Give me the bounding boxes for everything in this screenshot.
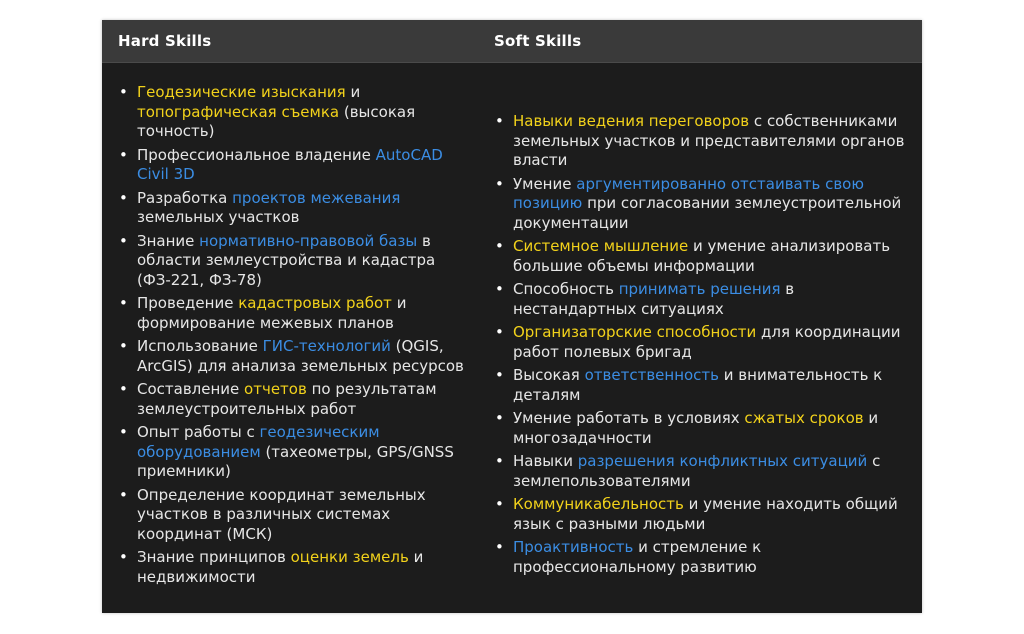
text: и умение анализировать большие объемы информации — [513, 237, 891, 275]
text: и — [345, 83, 361, 101]
hard-skill-item — [137, 189, 474, 228]
hard-skill-item — [137, 294, 474, 333]
highlight: Проактивность — [513, 538, 634, 556]
hard-skill-item — [137, 337, 474, 376]
highlight: кадастровых работ — [238, 294, 392, 312]
text: Опыт работы с — [137, 423, 260, 441]
soft-skill-item — [513, 538, 918, 577]
text: с землепользователями — [513, 452, 881, 490]
text: по результатам землеустроительных работ — [137, 380, 437, 418]
highlight: топографическая съемка — [137, 102, 340, 121]
highlight: ГИС-технологий — [262, 337, 391, 355]
highlight: Навыки ведения переговоров — [513, 112, 750, 130]
soft-skill-item — [513, 452, 918, 491]
hard-skill-item — [137, 486, 474, 545]
text: Знание принципов — [137, 548, 291, 566]
text: Использование — [137, 337, 263, 355]
soft-skill-item — [513, 237, 918, 276]
highlight: проектов межевания — [232, 188, 401, 207]
text: Высокая — [513, 366, 585, 384]
text: Навыки — [513, 452, 578, 470]
highlight: Системное мышление — [513, 237, 689, 255]
text: (тахеометры, GPS/GNSS приемники) — [137, 442, 454, 480]
highlight: AutoCAD Civil 3D — [137, 145, 443, 183]
highlight: сжатых сроков — [744, 409, 864, 427]
highlight: отчетов — [244, 380, 307, 398]
soft-skill-item — [513, 112, 918, 171]
highlight: нормативно-правовой базы — [199, 231, 418, 250]
hard-skill-item — [137, 423, 474, 482]
highlight: аргументированно отстаивать свою позицию — [513, 174, 864, 212]
text: и внимательность к деталям — [513, 366, 883, 404]
text: при согласовании землеустроительной документации — [513, 194, 902, 232]
soft-skill-item — [513, 323, 918, 362]
text: Проведение — [137, 294, 239, 312]
highlight: Коммуникабельность — [513, 495, 684, 513]
hard-skill-item — [137, 548, 474, 587]
highlight: разрешения конфликтных ситуаций — [577, 452, 868, 470]
text: Составление — [137, 380, 245, 398]
hard-skill-item — [137, 146, 474, 185]
soft-skill-item — [513, 495, 918, 534]
highlight: Геодезические изыскания — [137, 83, 346, 101]
text: Умение — [513, 174, 577, 193]
text: с собственниками земельных участков и представителями органов власти — [513, 112, 905, 169]
text: Разработка — [137, 188, 233, 207]
soft-skill-item — [513, 366, 918, 405]
highlight: принимать решения — [618, 280, 781, 298]
soft-skill-item — [513, 280, 918, 319]
text: и стремление к профессиональному развитию — [513, 538, 762, 576]
soft-skills-title: Soft Skills — [494, 32, 582, 50]
text: для координации работ полевых бригад — [513, 323, 901, 361]
highlight: ответственность — [584, 366, 720, 384]
soft-skill-item — [513, 409, 918, 448]
text: и многозадачности — [513, 409, 879, 447]
skills-table — [102, 20, 922, 613]
table-header — [102, 20, 922, 63]
soft-skills-column — [478, 112, 918, 581]
text: и формирование межевых планов — [137, 294, 407, 332]
text: и умение находить общий язык с разными людьми — [513, 495, 898, 533]
text: (высокая точность) — [137, 102, 416, 140]
text: (QGIS, ArcGIS) для анализа земельных ресурсов — [137, 337, 464, 375]
text: земельных участков — [137, 208, 300, 226]
soft-skill-item — [513, 175, 918, 234]
text: Профессиональное владение — [137, 145, 376, 164]
hard-skills-list — [102, 83, 474, 587]
text: и недвижимости — [137, 548, 424, 586]
soft-skills-list — [478, 112, 918, 577]
text: в нестандартных ситуациях — [513, 280, 795, 318]
hard-skill-item — [137, 232, 474, 291]
hard-skill-item — [137, 380, 474, 419]
hard-skills-column — [102, 83, 474, 591]
hard-skill-item — [137, 83, 474, 142]
text: Определение координат земельных участков в различных системах координат (МСК) — [137, 485, 426, 543]
highlight: геодезическим оборудованием — [137, 423, 380, 461]
text: в области землеустройства и кадастра (ФЗ-221, ФЗ-78) — [137, 231, 436, 289]
text: Умение работать в условиях — [513, 409, 745, 427]
hard-skills-title: Hard Skills — [118, 32, 212, 50]
highlight: оценки земель — [290, 548, 409, 566]
highlight: Организаторские способности — [513, 323, 757, 341]
text: Способность — [513, 280, 619, 298]
text: Знание — [137, 231, 200, 250]
